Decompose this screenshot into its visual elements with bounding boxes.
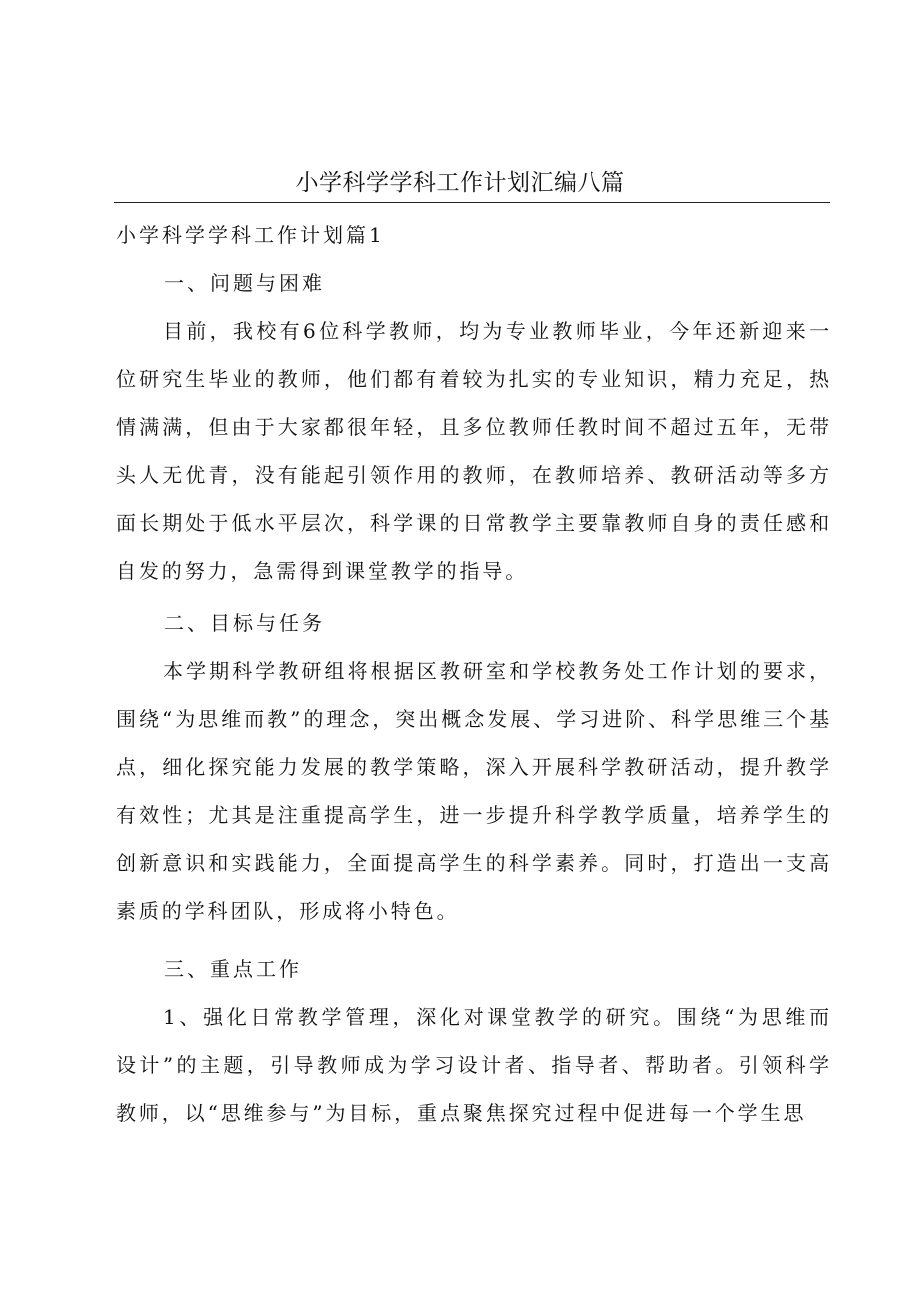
paragraph-key-work: 1、强化日常教学管理，深化对课堂教学的研究。围绕“为思维而设计”的主题，引导教师成为学习设计者、指导者、帮助者。引领科学教师，以“思维参与”为目标，重点聚焦探究过程中促进每一个学生思 xyxy=(116,1005,832,1125)
paragraph-problems: 目前，我校有6位科学教师，均为专业教师毕业，今年还新迎来一位研究生毕业的教师，他们都有着较为扎实的专业知识，精力充足，热情满满，但由于大家都很年轻，且多位教师任教时间不超过五年，无带头人无优青，没有能起引领作用的教师，在教师培养、教研活动等多方面长期处于低水平层次，科学课的日常教学主要靠教师自身的责任感和自发的努力，急需得到课堂教学的指导。 xyxy=(116,319,832,583)
document-title: 小学科学学科工作计划汇编八篇 xyxy=(295,170,625,196)
heading-key-work: 三、重点工作 xyxy=(164,957,302,981)
heading-problems: 一、问题与困难 xyxy=(164,271,325,295)
section-title: 小学科学学科工作计划篇1 xyxy=(116,223,385,247)
paragraph-goals: 本学期科学教研组将根据区教研室和学校教务处工作计划的要求，围绕“为思维而教”的理念，突出概念发展、学习进阶、科学思维三个基点，细化探究能力发展的教学策略，深入开展科学教研活动，提升教学有效性；尤其是注重提高学生，进一步提升科学教学质量，培养学生的创新意识和实践能力，全面提高学生的科学素养。同时，打造出一支高素质的学科团队，形成将小特色。 xyxy=(116,659,832,923)
heading-goals: 二、目标与任务 xyxy=(164,611,325,635)
title-divider xyxy=(114,202,830,203)
